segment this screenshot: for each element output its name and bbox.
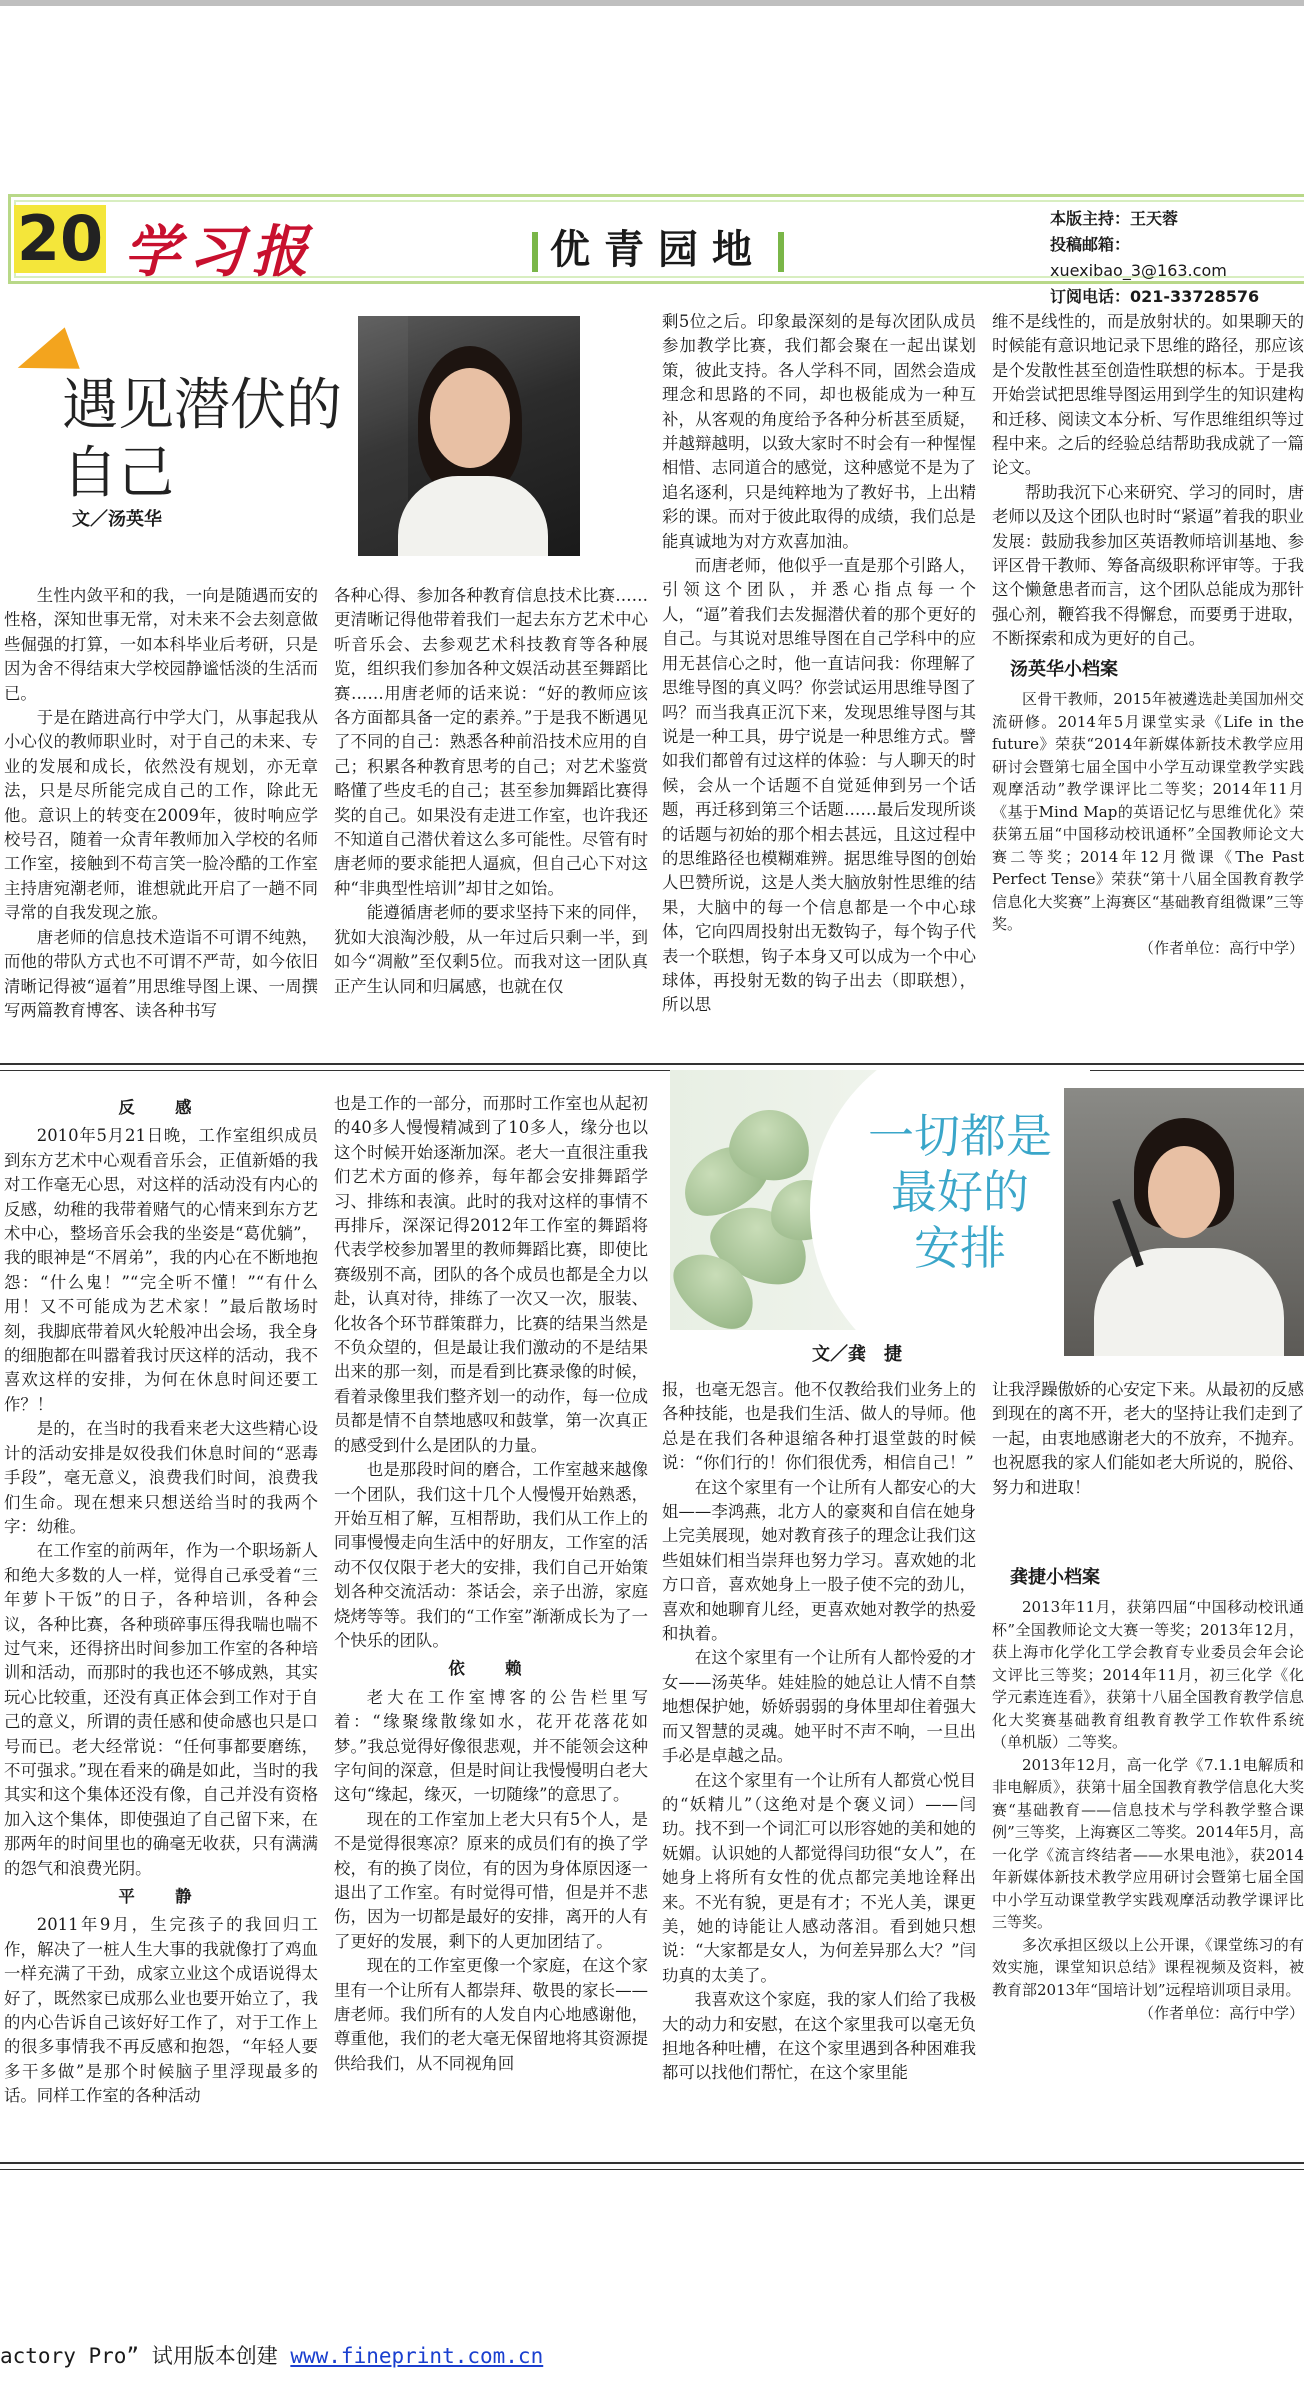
paragraph: 在工作室的前两年，作为一个职场新人和绝大多数的人一样，觉得自己承受着“三年萝卜干饭”的日子，各种培训，各种会议，各种比赛，各种琐碎事压得我喘也喘不过气来，还得挤出时间参加工作室的各种培训和活动，而那时的我也还不够成熟，其实玩心比较重，还没有真正体会到工作对于自己的意义，所谓的责任感和使命感也只是口号而已。老大经常说：“任何事都要磨练，不可强求。”现在看来的确是如此，当时的我其实和这个集体还没有像，自己并没有资格加入这个集体，即使强迫了自己留下来，在那两年的时间里也的确毫无收获，只有满满的怨气和浪费光阴。 — [4, 1541, 318, 1878]
article1-column-1 — [4, 584, 318, 1023]
paragraph: 是的，在当时的我看来老大这些精心设计的活动安排是奴役我们休息时间的“恶毒手段”，毫无意义，浪费我们时间，浪费我们生命。现在想来只想送给当时的我两个字：幼稚。 — [4, 1419, 318, 1536]
article2-title-line2: 最好的 — [891, 1165, 1029, 1219]
paper-logo: 学习报 — [124, 219, 316, 285]
article1-title-line1: 遇见潜伏的 — [62, 373, 342, 438]
paragraph: 也是那段时间的磨合，工作室越来越像一个团队，我们这十几个人慢慢开始熟悉，开始互相了解，互相帮助，我们从工作上的同事慢慢走向生活中的好朋友，工作室的活动不仅仅限于老大的安排，我们自己开始策划各种交流活动：茶话会，亲子出游，家庭烧烤等等。我们的“工作室”渐渐成长为了一个快乐的团队。 — [334, 1460, 648, 1650]
paragraph: 生性内敛平和的我，一向是随遇而安的性格，深知世事无常，对未来不会去刻意做些倔强的打算，一如本科毕业后考研，只是因为舍不得结束大学校园静谧恬淡的生活而已。 — [4, 586, 318, 703]
phone-label: 订阅电话： — [1050, 287, 1131, 306]
article1-title — [62, 372, 342, 508]
bio-text: 2013年11月，获第四届“中国移动校讯通杯”全国教师论文大赛一等奖；2013年12月，获上海市化学化工学会教育专业委员会年会论文评比三等奖；2014年11月，初三化学《化学元素连连看》，获第十八届全国教育教学信息化大奖赛基础教育组教育教学工作软件系统（单机版）二等奖。 — [992, 1598, 1304, 1752]
bio-text: 区骨干教师，2015年被遴选赴美国加州交流研修。2014年5月课堂实录《Life in the future》荣获“2014年新媒体新技术教学应用研讨会暨第七届全国中小学互动课堂教学实践观摩活动”教学课评比二等奖；2014年11月《基于Mind Map的英语记忆与思维优化》荣获第五届“中国移动校讯通杯”全国教师论文大赛二等奖；2014年12月微课《The Past Perfect Tense》荣获“第十八届全国教育教学信息化大奖赛”上海赛区“基础教育组微课”三等奖。 — [992, 690, 1304, 934]
paragraph: 唐老师的信息技术造诣不可谓不纯熟，而他的带队方式也不可谓不严苛，如今依旧清晰记得被“逼着”用思维导图上课、一周撰写两篇教育博客、读各种书写 — [4, 927, 318, 1020]
paragraph: 让我浮躁傲娇的心安定下来。从最初的反感到现在的离不开，老大的坚持让我们走到了一起，由衷地感谢老大的不放弃，不抛弃。也祝愿我的家人们能如老大所说的，脱俗、努力和进取！ — [992, 1380, 1304, 1497]
footer-text: actory Pro” 试用版本创建 — [0, 2344, 291, 2368]
paragraph: 在这个家里有一个让所有人都怜爱的才女——汤英华。娃娃脸的她总让人情不自禁地想保护她，娇娇弱弱的身体里却住着强大而又智慧的灵魂。她平时不声不响，一旦出手必是卓越之品。 — [662, 1648, 976, 1766]
paragraph: 2011年9月，生完孩子的我回归工作，解决了一桩人生大事的我就像打了鸡血一样充满了干劲，成家立业这个成语说得太好了，既然家已成那么业也要开始立了，我的内心告诉自己该好好工作了，对于工作上的很多事情我不再反感和抱怨，“年轻人要多干多做”是那个时候脑子里浮现最多的话。同样工作室的各种活动 — [4, 1915, 318, 2106]
paragraph: 在这个家里有一个让所有人都安心的大姐——李鸿燕，北方人的豪爽和自信在她身上完美展现，她对教育孩子的理念让我们这些姐妹们相当崇拜也努力学习。喜欢她的北方口音，喜欢她身上一股子使不完的劲儿，喜欢和她聊育儿经，更喜欢她对教学的热爱和执着。 — [662, 1477, 976, 1644]
section-title — [520, 218, 796, 275]
email-label: 投稿邮箱： — [1050, 235, 1131, 254]
author-photo-gong — [1064, 1088, 1304, 1356]
divider-bottom — [0, 2162, 1304, 2164]
subheading-pingjing: 平 静 — [118, 1887, 204, 1906]
article1-column-2 — [334, 584, 648, 999]
section-bar-right — [778, 232, 784, 272]
page-number: 20 — [14, 205, 106, 273]
divider-top-thin — [0, 1070, 1304, 1071]
paragraph: 现在的工作室加上老大只有5个人，是不是觉得很寒凉？原来的成员们有的换了学校，有的换了岗位，有的因为身体原因逐一退出了工作室。有时觉得可惜，但是并不悲伤，因为一切都是最好的安排，离开的人有了更好的发展，剩下的人更加团结了。 — [334, 1809, 648, 1951]
divider-bottom-thin — [0, 2169, 1304, 2170]
article2-byline: 文／龚 捷 — [812, 1344, 902, 1365]
paragraph: 剩5位之后。印象最深刻的是每次团队成员参加教学比赛，我们都会聚在一起出谋划策，彼此支持。各人学科不同，固然会造成理念和思路的不同，却也极能成为一种互补，从客观的角度给予各种分析甚至质疑，并越辩越明，以致大家时不时会有一种惺惺相惜、志同道合的感觉，这种感觉不是为了追名逐利，只是纯粹地为了教好书，上出精彩的课。而对于彼此取得的成绩，我们总是能真诚地为对方欢喜加油。 — [662, 312, 976, 551]
bio-title: 汤英华小档案 — [1010, 658, 1118, 680]
paragraph: 各种心得、参加各种教育信息技术比赛……更清晰记得他带着我们一起去东方艺术中心听音乐会、去参观艺术科技教育等各种展览，组织我们参加各种文娱活动甚至舞蹈比赛……用唐老师的话来说：“好的教师应该各方面都具备一定的素养。”于是我不断遇见了不同的自己：熟悉各种前沿技术应用的自己；积累各种教育思考的自己；对艺术鉴赏略懂了些皮毛的自己；甚至参加舞蹈比赛得奖的自己。如果没有走进工作室，也许我还不知道自己潜伏着这么多可能性。尽管有时唐老师的要求能把人逼疯，但自己心下对这种“非典型性培训”却甘之如饴。 — [334, 586, 648, 898]
masthead-info — [1050, 206, 1304, 310]
article2-column-3 — [662, 1378, 976, 2086]
subheading-fangan: 反 感 — [118, 1098, 204, 1117]
top-border — [0, 0, 1304, 6]
paragraph: 在这个家里有一个让所有人都赏心悦目的“妖精儿”（这绝对是个褒义词）——闫玏。找不到一个词汇可以形容她的美和她的妩媚。认识她的人都觉得闫玏很“女人”，在她身上将所有女性的优点都完美地诠释出来。不光有貌，更是有才；不光人美，课更美，她的诗能让人感动落泪。看到她只想说：“大家都是女人，为何差异那么大？”闫玏真的太美了。 — [662, 1770, 976, 1985]
paragraph: 现在的工作室更像一个家庭，在这个家里有一个让所有人都崇拜、敬畏的家长——唐老师。我们所有的人发自内心地感谢他，尊重他，我们的老大毫无保留地将其资源提供给我们，从不同视角回 — [334, 1956, 648, 2073]
article1-column-3 — [662, 310, 976, 1018]
author-photo-tang — [358, 316, 580, 556]
author-affiliation: （作者单位：高行中学） — [1138, 2004, 1304, 2023]
editor-label: 本版主持： — [1050, 209, 1131, 228]
paragraph: 老大在工作室博客的公告栏里写着：“缘聚缘散缘如水，花开花落花如梦。”我总觉得好像很悲观，并不能领会这种字句间的深意，但是时间让我慢慢明白老大这句“缘起，缘灭，一切随缘”的意思了。 — [334, 1687, 648, 1805]
paragraph: 而唐老师，他似乎一直是那个引路人，引领这个团队，并悉心指点每一个人，“逼”着我们去发掘潜伏着的那个更好的自己。与其说对思维导图在自己学科中的应用无甚信心之时，他一直诘问我：你理解了思维导图的真义吗？你尝试运用思维导图了吗？而当我真正沉下来，发现思维导图与其说是一种工具，毋宁说是一种思维方式。譬如我们都曾有过这样的体验：与人聊天的时候，会从一个话题不自觉延伸到另一个话题，再迁移到第三个话题……最后发现所谈的话题与初始的那个相去甚远，且这过程中的思维路径也模糊难辨。据思维导图的创始人巴赞所说，这是人类大脑放射性思维的结果，大脑中的每一个信息都是一个中心球体，它向四周投射出无数钩子，每个钩子代表一个联想，钩子本身又可以成为一个中心球体，再投射无数的钩子出去（即联想），所以思 — [662, 556, 976, 1015]
paragraph: 也是工作的一部分，而那时工作室也从起初的40多人慢慢精减到了10多人，缘分也以这个时候开始逐渐加深。老大一直很注重我们艺术方面的修养，每年都会安排舞蹈学习、排练和表演。此时的我对这样的事情不再排斥，深深记得2012年工作室的舞蹈将代表学校参加署里的教师舞蹈比赛，即使比赛级别不高，团队的各个成员也都是全力以赴，认真对待，排练了一次又一次，服装、化妆各个环节群策群力，比赛的结果当然是不负众望的，但是最让我们激动的不是结果出来的那一刻，而是看到比赛录像的时候，看着录像里我们整齐划一的动作，每一位成员都是情不自禁地感叹和鼓掌，第一次真正的感受到什么是团队的力量。 — [334, 1094, 648, 1455]
article2-column-2 — [334, 1092, 648, 2076]
paragraph: 维不是线性的，而是放射状的。如果聊天的时候能有意识地记录下思维的路径，那应该是个发散性甚至创造性联想的标本。于是我开始尝试把思维导图运用到学生的知识建构和迁移、阅读文本分析、写作思维组织等过程中来。之后的经验总结帮助我成就了一篇论文。 — [992, 312, 1304, 478]
author-affiliation: （作者单位：高行中学） — [1138, 938, 1304, 957]
bio-text: 2013年12月，高一化学《7.1.1电解质和非电解质》，获第十届全国教育教学信息化大奖赛“基础教育——信息技术与学科教学整合课例”三等奖，上海赛区二等奖。2014年5月，高一化学《流言终结者——水果电池》，获2014年新媒体新技术教学应用研讨会暨第七届全国中小学互动课堂教学实践观摩活动教学课评比三等奖。 — [992, 1755, 1304, 1932]
paragraph: 我喜欢这个家庭，我的家人们给了我极大的动力和安慰，在这个家里我可以毫无负担地各种吐槽，在这个家里遇到各种困难我都可以找他们帮忙，在这个家里能 — [662, 1990, 976, 2083]
article2-title — [830, 1108, 1090, 1276]
bio-text: 多次承担区级以上公开课，《课堂练习的有效实施，课堂知识总结》课程视频及资料，被教育部2013年“国培计划”远程培训项目录用。 — [992, 1935, 1304, 1999]
article1-title-line2: 自己 — [62, 441, 174, 506]
section-bar-left — [532, 232, 538, 272]
bio-title: 龚捷小档案 — [1010, 1567, 1100, 1589]
article2-title-line3: 安排 — [914, 1221, 1006, 1275]
article1-byline: 文／汤英华 — [72, 509, 162, 530]
article2-column-4 — [992, 1378, 1304, 2026]
paragraph: 帮助我沉下心来研究、学习的同时，唐老师以及这个团队也时时“紧逼”着我的职业发展：鼓励我参加区英语教师培训基地、参评区骨干教师、筹备高级职称评审等。于我这个懒惫患者而言，这个团队总能成为那针强心剂，鞭笞我不得懈怠，而要勇于进取，不断探索和成为更好的自己。 — [992, 482, 1304, 649]
paragraph: 报，也毫无怨言。他不仅教给我们业务上的各种技能，也是我们生活、做人的导师。他总是在我们各种退缩各种打退堂鼓的时候说：“你们行的！你们很优秀，相信自己！” — [662, 1380, 976, 1473]
article1-column-4 — [992, 310, 1304, 960]
paragraph: 于是在踏进高行中学大门，从事起我从小心仪的教师职业时，对于自己的未来、专业的发展和成长，依然没有规划，亦无章法，只是尽所能完成自己的工作，除此无他。意识上的转变在2009年，彼时响应学校号召，随着一众青年教师加入学校的名师工作室，接触到不苟言笑一脸冷酷的工作室主持唐宛潮老师，谁想就此开启了一趟不同寻常的自我发现之旅。 — [4, 708, 318, 923]
paragraph: 能遵循唐老师的要求坚持下来的同伴，犹如大浪淘沙般，从一年过后只剩一半，到如今“凋敝”至仅剩5位。而我对这一团队真正产生认同和归属感，也就在仅 — [334, 903, 648, 996]
article2-column-1 — [4, 1092, 318, 2109]
section-title-text: 优青园地 — [550, 227, 766, 273]
divider-top — [0, 1063, 1304, 1065]
editor-value: 王天蓉 — [1130, 209, 1179, 228]
paragraph: 2010年5月21日晚，工作室组织成员到东方艺术中心观看音乐会，正值新婚的我对工作毫无心思，对这样的活动没有内心的反感，幼稚的我带着赌气的心情来到东方艺术中心，整场音乐会我的坐姿是“葛优躺”，我的眼神是“不屑弟”，我的内心在不断地抱怨：“什么鬼！”“完全听不懂！”“有什么用！又不可能成为艺术家！”最后散场时刻，我脚底带着风火轮般冲出会场，我全身的细胞都在叫嚣着我讨厌这样的活动，我不喜欢这样的安排，为何在休息时间还要工作？！ — [4, 1126, 318, 1414]
footer-link[interactable]: www.fineprint.com.cn — [290, 2344, 544, 2368]
email-value[interactable]: xuexibao_3@163.com — [1050, 261, 1227, 280]
phone-value: 021-33728576 — [1130, 287, 1260, 306]
subheading-yilai: 依 赖 — [448, 1659, 534, 1679]
article2-title-line1: 一切都是 — [868, 1109, 1052, 1163]
watermark-footer — [0, 2340, 543, 2370]
